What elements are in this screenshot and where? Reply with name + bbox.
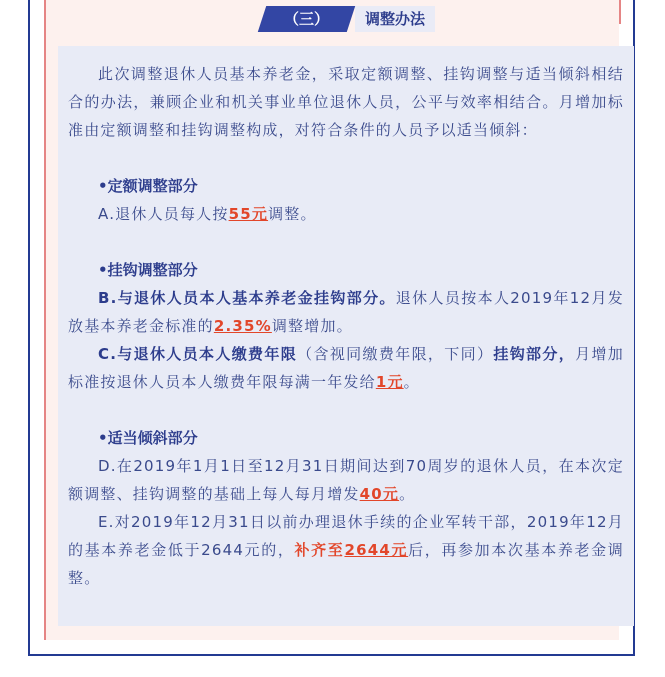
intro-paragraph: 此次调整退休人员基本养老金，采取定额调整、挂钩调整与适当倾斜相结合的办法，兼顾企业和机关事业单位退休人员，公平与效率相结合。月增加标准由定额调整和挂钩调整构成，对符合条件的人员予以适当倾斜： [68, 65, 624, 139]
section-header [262, 6, 435, 32]
content-box [58, 46, 634, 626]
fixed-adjustment-heading: •定额调整部分 [98, 177, 198, 195]
amount-1: 1元 [375, 373, 404, 391]
rate-2-35: 2.35% [213, 317, 272, 335]
section-number-tag: （三） [258, 6, 355, 32]
amount-2644: 2644元 [344, 541, 409, 559]
item-d: D.在2019年1月1日至12月31日期间达到70周岁的退休人员，在本次定额调整、挂钩调整的基础上每人每月增发40元。 [68, 457, 624, 503]
item-a: A.退休人员每人按55元调整。 [98, 205, 317, 223]
section-title: 调整办法 [355, 6, 435, 32]
item-b: B.与退休人员本人基本养老金挂钩部分。退休人员按本人2019年12月发放基本养老金标准的2.35%调整增加。 [68, 289, 625, 335]
amount-40: 40元 [359, 485, 400, 503]
item-c: C.与退休人员本人缴费年限（含视同缴费年限，下同）挂钩部分，月增加标准按退休人员本人缴费年限每满一年发给1元。 [68, 345, 625, 391]
linked-adjustment-heading: •挂钩调整部分 [98, 261, 198, 279]
item-e: E.对2019年12月31日以前办理退休手续的企业军转干部，2019年12月的基本养老金低于2644元的，补齐至2644元后，再参加本次基本养老金调整。 [68, 513, 624, 587]
tilt-adjustment-heading: •适当倾斜部分 [98, 429, 198, 447]
amount-55: 55元 [228, 205, 269, 223]
